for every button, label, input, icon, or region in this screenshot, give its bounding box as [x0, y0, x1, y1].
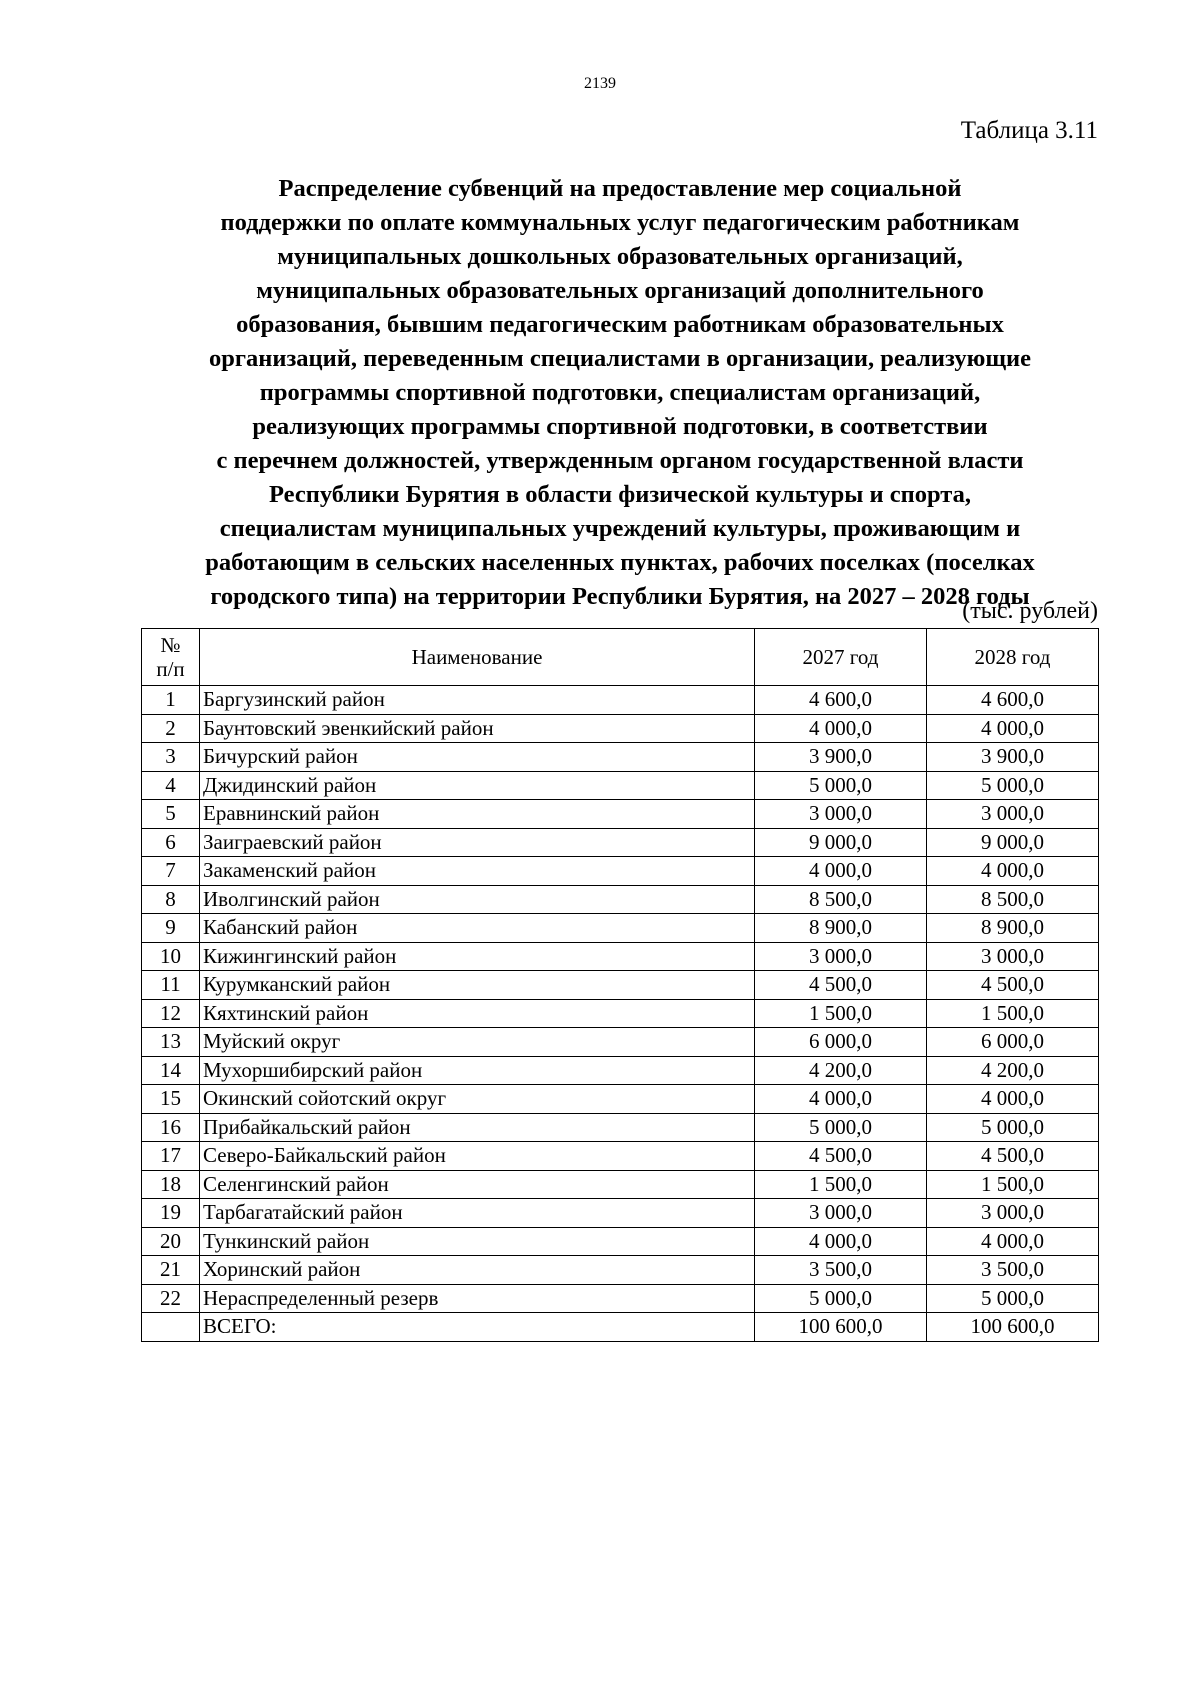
- row-value-2028: 4 000,0: [927, 1085, 1099, 1114]
- row-name: Муйский округ: [200, 1028, 755, 1057]
- title-line: организаций, переведенным специалистами в организации, реализующие: [208, 345, 1032, 372]
- row-number: 2: [142, 714, 200, 743]
- table-row: [142, 1113, 1099, 1142]
- row-number: 5: [142, 800, 200, 829]
- header-year-2027: 2027 год: [755, 629, 927, 686]
- row-value-2027: 4 500,0: [755, 971, 927, 1000]
- table-row: [142, 714, 1099, 743]
- row-value-2027: 4 000,0: [755, 714, 927, 743]
- row-name: Джидинский район: [200, 771, 755, 800]
- title-line: специалистам муниципальных учреждений культуры, проживающим и: [219, 515, 1021, 542]
- row-value-2028: 5 000,0: [927, 1113, 1099, 1142]
- subventions-table: [141, 628, 1099, 1342]
- row-number: 11: [142, 971, 200, 1000]
- row-name: Бичурский район: [200, 743, 755, 772]
- header-number-abbr: п/п: [156, 657, 185, 681]
- row-value-2028: 9 000,0: [927, 828, 1099, 857]
- page-number: 2139: [584, 75, 616, 92]
- units-label: (тыс. рублей): [962, 598, 1098, 624]
- row-number: 7: [142, 857, 200, 886]
- row-value-2028: 4 000,0: [927, 1227, 1099, 1256]
- row-name: Тункинский район: [200, 1227, 755, 1256]
- table-row: [142, 1227, 1099, 1256]
- row-number: 17: [142, 1142, 200, 1171]
- row-number: 12: [142, 999, 200, 1028]
- row-value-2028: 5 000,0: [927, 1284, 1099, 1313]
- row-value-2027: 6 000,0: [755, 1028, 927, 1057]
- row-value-2027: 4 500,0: [755, 1142, 927, 1171]
- table-row: [142, 1199, 1099, 1228]
- row-value-2027: 5 000,0: [755, 1113, 927, 1142]
- row-name: Иволгинский район: [200, 885, 755, 914]
- table-row: [142, 743, 1099, 772]
- row-value-2028: 3 000,0: [927, 800, 1099, 829]
- row-number: 14: [142, 1056, 200, 1085]
- table-row: [142, 1256, 1099, 1285]
- row-number: 8: [142, 885, 200, 914]
- title-line: поддержки по оплате коммунальных услуг педагогическим работникам: [220, 209, 1020, 236]
- row-value-2027: 1 500,0: [755, 999, 927, 1028]
- row-number: 13: [142, 1028, 200, 1057]
- row-value-2027: 9 000,0: [755, 828, 927, 857]
- table-row: [142, 885, 1099, 914]
- row-number: 3: [142, 743, 200, 772]
- row-value-2027: 3 900,0: [755, 743, 927, 772]
- table-row: [142, 828, 1099, 857]
- table-row: [142, 686, 1099, 715]
- title-line: образования, бывшим педагогическим работникам образовательных: [236, 311, 1004, 338]
- row-number: 6: [142, 828, 200, 857]
- row-value-2027: 5 000,0: [755, 1284, 927, 1313]
- table-total-row: [142, 1313, 1099, 1342]
- row-name: Северо-Байкальский район: [200, 1142, 755, 1171]
- row-value-2028: 3 000,0: [927, 1199, 1099, 1228]
- row-number: 19: [142, 1199, 200, 1228]
- row-value-2028: 3 000,0: [927, 942, 1099, 971]
- row-value-2027: 3 000,0: [755, 942, 927, 971]
- title-line: с перечнем должностей, утвержденным органом государственной власти: [216, 447, 1024, 474]
- table-row: [142, 1028, 1099, 1057]
- table-row: [142, 1056, 1099, 1085]
- row-value-2027: 4 000,0: [755, 857, 927, 886]
- row-name: Баргузинский район: [200, 686, 755, 715]
- row-name: Заиграевский район: [200, 828, 755, 857]
- title-line: работающим в сельских населенных пунктах, рабочих поселках (поселках: [205, 549, 1035, 576]
- row-value-2028: 3 900,0: [927, 743, 1099, 772]
- row-value-2027: 8 900,0: [755, 914, 927, 943]
- row-number: 1: [142, 686, 200, 715]
- row-number: 10: [142, 942, 200, 971]
- row-value-2027: 4 000,0: [755, 1227, 927, 1256]
- row-value-2028: 3 500,0: [927, 1256, 1099, 1285]
- row-number: 20: [142, 1227, 200, 1256]
- title-line: муниципальных образовательных организаций дополнительного: [256, 277, 984, 304]
- row-value-2028: 4 000,0: [927, 714, 1099, 743]
- title-line: реализующих программы спортивной подготовки, в соответствии: [252, 413, 988, 440]
- row-value-2028: 6 000,0: [927, 1028, 1099, 1057]
- row-name: Закаменский район: [200, 857, 755, 886]
- row-name: Окинский сойотский округ: [200, 1085, 755, 1114]
- row-value-2028: 8 900,0: [927, 914, 1099, 943]
- table-row: [142, 1142, 1099, 1171]
- row-number: 9: [142, 914, 200, 943]
- row-value-2028: 4 500,0: [927, 1142, 1099, 1171]
- row-name: Хоринский район: [200, 1256, 755, 1285]
- row-value-2028: 4 000,0: [927, 857, 1099, 886]
- header-number-sign: №: [160, 633, 181, 657]
- row-name: ВСЕГО:: [200, 1313, 755, 1342]
- row-value-2027: 4 200,0: [755, 1056, 927, 1085]
- row-number: 21: [142, 1256, 200, 1285]
- title-line: программы спортивной подготовки, специалистам организаций,: [259, 379, 981, 406]
- row-name: Кабанский район: [200, 914, 755, 943]
- row-value-2027: 3 000,0: [755, 800, 927, 829]
- row-value-2028: 5 000,0: [927, 771, 1099, 800]
- header-name: Наименование: [200, 629, 755, 686]
- row-value-2027: 100 600,0: [755, 1313, 927, 1342]
- row-number: 15: [142, 1085, 200, 1114]
- title-line: Распределение субвенций на предоставление мер социальной: [278, 175, 962, 202]
- row-value-2027: 4 600,0: [755, 686, 927, 715]
- table-row: [142, 999, 1099, 1028]
- row-name: Еравнинский район: [200, 800, 755, 829]
- table-label: Таблица 3.11: [960, 117, 1098, 144]
- header-number: [142, 629, 200, 686]
- row-value-2027: 3 500,0: [755, 1256, 927, 1285]
- header-year-2028: 2028 год: [927, 629, 1099, 686]
- row-name: Тарбагатайский район: [200, 1199, 755, 1228]
- title-line: Республики Бурятия в области физической культуры и спорта,: [269, 481, 971, 508]
- row-value-2027: 8 500,0: [755, 885, 927, 914]
- row-name: Курумканский район: [200, 971, 755, 1000]
- table-row: [142, 800, 1099, 829]
- table-row: [142, 971, 1099, 1000]
- table-row: [142, 771, 1099, 800]
- title-line: муниципальных дошкольных образовательных организаций,: [277, 243, 963, 270]
- row-name: Нераспределенный резерв: [200, 1284, 755, 1313]
- row-value-2027: 1 500,0: [755, 1170, 927, 1199]
- row-value-2028: 1 500,0: [927, 999, 1099, 1028]
- row-name: Селенгинский район: [200, 1170, 755, 1199]
- table-header-row: [142, 629, 1099, 686]
- row-value-2028: 1 500,0: [927, 1170, 1099, 1199]
- row-value-2028: 4 600,0: [927, 686, 1099, 715]
- row-value-2027: 3 000,0: [755, 1199, 927, 1228]
- row-number: 22: [142, 1284, 200, 1313]
- row-number: 4: [142, 771, 200, 800]
- row-value-2027: 5 000,0: [755, 771, 927, 800]
- table-row: [142, 1085, 1099, 1114]
- row-name: Кяхтинский район: [200, 999, 755, 1028]
- row-value-2028: 4 200,0: [927, 1056, 1099, 1085]
- row-value-2028: 100 600,0: [927, 1313, 1099, 1342]
- table-row: [142, 1170, 1099, 1199]
- row-value-2027: 4 000,0: [755, 1085, 927, 1114]
- table-row: [142, 1284, 1099, 1313]
- row-number: 16: [142, 1113, 200, 1142]
- row-name: Кижингинский район: [200, 942, 755, 971]
- table-row: [142, 857, 1099, 886]
- row-name: Прибайкальский район: [200, 1113, 755, 1142]
- row-number: [142, 1313, 200, 1342]
- row-number: 18: [142, 1170, 200, 1199]
- table-row: [142, 942, 1099, 971]
- row-value-2028: 4 500,0: [927, 971, 1099, 1000]
- row-value-2028: 8 500,0: [927, 885, 1099, 914]
- table-row: [142, 914, 1099, 943]
- row-name: Мухоршибирский район: [200, 1056, 755, 1085]
- title-line: городского типа) на территории Республики Бурятия, на 2027 – 2028 годы: [210, 583, 1030, 610]
- document-title: [120, 172, 1120, 614]
- row-name: Баунтовский эвенкийский район: [200, 714, 755, 743]
